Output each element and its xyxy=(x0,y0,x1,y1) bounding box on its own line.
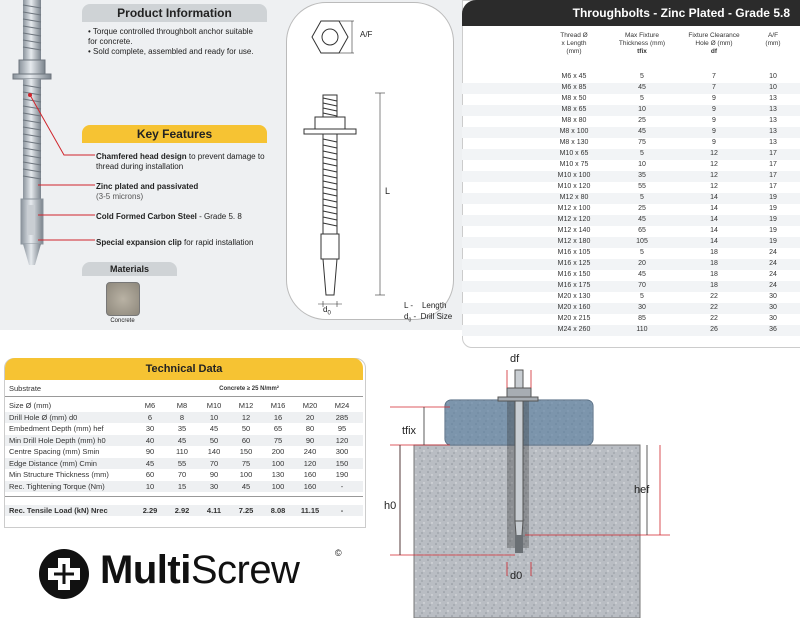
table-cell: 25 xyxy=(638,205,646,212)
table-cell: 13 xyxy=(769,117,777,124)
product-bullet: • Sold complete, assembled and ready for use. xyxy=(88,47,254,56)
table-row xyxy=(462,72,800,83)
table-cell: 19 xyxy=(769,205,777,212)
table-cell: 14 xyxy=(710,227,718,234)
table-cell: M12 x 120 xyxy=(557,216,591,223)
table-row xyxy=(462,215,800,226)
table-cell: 8.08 xyxy=(270,506,286,515)
table-row xyxy=(462,281,800,292)
th-max-fixture: Max Fixture Thickness (mm) tfix xyxy=(618,32,666,55)
table-cell: 70 xyxy=(177,470,187,479)
table-cell: M20 xyxy=(302,401,318,410)
table-cell: 105 xyxy=(636,238,648,245)
table-row xyxy=(462,292,800,303)
table-cell: 85 xyxy=(638,315,646,322)
table-cell: 9 xyxy=(712,106,716,113)
table-cell: 5 xyxy=(640,293,644,300)
table-row xyxy=(462,226,800,237)
table-row xyxy=(462,237,800,248)
row-label: Edge Distance (mm) Cmin xyxy=(9,458,97,468)
table-cell: 5 xyxy=(640,194,644,201)
table-cell: M16 x 150 xyxy=(557,271,591,278)
table-row xyxy=(5,481,363,492)
table-row xyxy=(462,94,800,105)
table-cell: 10 xyxy=(209,412,219,422)
table-row xyxy=(462,325,800,336)
table-cell: 90 xyxy=(145,447,155,456)
table-cell: - xyxy=(340,481,344,491)
table-row xyxy=(462,149,800,160)
table-row xyxy=(5,423,363,434)
hef-label: hef xyxy=(634,484,650,496)
table-cell: 14 xyxy=(710,238,718,245)
table-cell: 140 xyxy=(207,447,221,456)
table-cell: 7 xyxy=(712,73,716,80)
row-label: Min Drill Hole Depth (mm) h0 xyxy=(9,435,106,445)
table-cell: 70 xyxy=(209,458,219,468)
table-cell: 285 xyxy=(335,412,349,422)
table-cell: 240 xyxy=(303,447,317,456)
table-cell: 22 xyxy=(710,293,718,300)
table-cell: M12 x 140 xyxy=(557,227,591,234)
table-cell: 75 xyxy=(273,435,283,445)
table-cell: M6 x 45 xyxy=(561,73,587,80)
table-cell: 2.29 xyxy=(142,506,158,515)
table-cell: M24 xyxy=(334,401,350,410)
table-cell: 22 xyxy=(710,304,718,311)
table-cell: 50 xyxy=(209,435,219,445)
table-cell: 25 xyxy=(638,117,646,124)
table-cell: M8 x 130 xyxy=(559,139,589,146)
table-cell: 9 xyxy=(712,128,716,135)
table-cell: M8 x 65 xyxy=(561,106,587,113)
legend-drill: $d_0$ - Drill Size xyxy=(404,312,453,324)
table-cell: 12 xyxy=(710,183,718,190)
table-cell: 95 xyxy=(337,424,347,433)
table-row xyxy=(462,182,800,193)
table-row xyxy=(462,160,800,171)
table-cell: 55 xyxy=(177,458,187,468)
table-cell: 11.15 xyxy=(300,506,320,515)
td-divider xyxy=(5,396,363,397)
table-cell: M16 x 105 xyxy=(557,249,591,256)
concrete-swatch xyxy=(106,282,140,316)
materials-header: Materials xyxy=(82,262,177,276)
table-cell: 30 xyxy=(769,293,777,300)
table-cell: 19 xyxy=(769,227,777,234)
table-cell: 35 xyxy=(638,172,646,179)
table-row xyxy=(462,138,800,149)
table-cell: 5 xyxy=(640,249,644,256)
table-row xyxy=(462,116,800,127)
table-cell: 17 xyxy=(769,150,777,157)
table-row xyxy=(5,505,363,516)
materials-item-label: Concrete xyxy=(110,318,135,324)
table-cell: M8 x 80 xyxy=(561,117,587,124)
table-row xyxy=(5,412,363,423)
table-cell: M6 xyxy=(144,401,156,410)
table-cell: 20 xyxy=(638,260,646,267)
table-cell: 36 xyxy=(769,326,777,333)
installation-diagram xyxy=(370,350,800,618)
table-cell: 6 xyxy=(147,412,153,422)
table-cell: 55 xyxy=(638,183,646,190)
table-row xyxy=(462,127,800,138)
table-cell: 17 xyxy=(769,161,777,168)
table-cell: 110 xyxy=(176,447,188,456)
table-row xyxy=(5,400,363,411)
table-cell: M10 x 120 xyxy=(557,183,591,190)
table-cell: 75 xyxy=(638,139,646,146)
table-cell: 12 xyxy=(710,150,718,157)
table-cell: 75 xyxy=(241,458,251,468)
table-cell: M20 x 130 xyxy=(557,293,591,300)
table-cell: 90 xyxy=(209,470,219,479)
table-cell: 300 xyxy=(335,447,349,456)
product-info-bullets xyxy=(88,27,263,57)
table-row xyxy=(462,83,800,94)
table-cell: M24 x 260 xyxy=(557,326,591,333)
table-cell: M20 x 215 xyxy=(557,315,591,322)
table-cell: 5 xyxy=(640,150,644,157)
table-cell: 160 xyxy=(303,481,317,491)
table-cell: 120 xyxy=(335,435,349,445)
table-cell: M12 xyxy=(238,401,254,410)
th-af: A/F (mm) xyxy=(765,32,781,47)
table-cell: 100 xyxy=(239,470,253,479)
table-row xyxy=(462,171,800,182)
table-cell: 60 xyxy=(145,470,155,479)
product-bullet: • Torque controlled throughbolt anchor suitable for concrete. xyxy=(88,27,253,46)
table-cell: 150 xyxy=(335,458,349,468)
feature-item: Special expansion clip for rapid installation xyxy=(96,238,254,247)
table-cell: 14 xyxy=(710,194,718,201)
table-cell: M8 xyxy=(176,401,188,410)
drawing-legend xyxy=(404,300,452,327)
table-cell: 150 xyxy=(239,447,253,456)
table-cell: 40 xyxy=(145,435,155,445)
table-cell: 65 xyxy=(638,227,646,234)
table-cell: 8 xyxy=(179,412,185,422)
throughbolts-title: Throughbolts - Zinc Plated - Grade 5.8 xyxy=(462,0,800,26)
drill-dimension-label: $d_0$ xyxy=(323,305,331,317)
table-cell: - xyxy=(340,506,344,515)
multiscrew-logo-icon xyxy=(38,548,90,600)
table-cell: 17 xyxy=(769,183,777,190)
feature-item: Chamfered head design to prevent damage to thread during installation xyxy=(96,152,265,171)
table-cell: 100 xyxy=(271,481,285,491)
table-cell: 60 xyxy=(241,435,251,445)
table-cell: M8 x 100 xyxy=(559,128,589,135)
table-cell: M12 x 80 xyxy=(559,194,589,201)
table-cell: 24 xyxy=(769,249,777,256)
table-cell: 90 xyxy=(305,435,315,445)
table-cell: 2.92 xyxy=(174,506,190,515)
row-label: Size Ø (mm) xyxy=(9,401,52,410)
th-clearance: Fixture Clearance Hole Ø (mm) df xyxy=(688,32,740,55)
table-cell: 18 xyxy=(710,249,718,256)
table-cell: 12 xyxy=(710,172,718,179)
row-label: Embedment Depth (mm) hef xyxy=(9,424,104,433)
table-cell: 22 xyxy=(710,315,718,322)
table-cell: M10 x 75 xyxy=(559,161,589,168)
table-cell: 160 xyxy=(303,470,317,479)
table-cell: 7.25 xyxy=(238,506,254,515)
table-cell: 7 xyxy=(712,84,716,91)
table-row xyxy=(462,204,800,215)
table-cell: 15 xyxy=(177,481,187,491)
table-cell: 130 xyxy=(271,470,285,479)
row-label: Rec. Tightening Torque (Nm) xyxy=(9,481,105,491)
row-label: Centre Spacing (mm) Smin xyxy=(9,447,100,456)
table-cell: 45 xyxy=(638,84,646,91)
table-cell: 45 xyxy=(209,424,219,433)
row-label: Drill Hole Ø (mm) d0 xyxy=(9,412,78,422)
af-dimension-label: A/F xyxy=(360,30,373,39)
th-thread: Thread Ø x Length (mm) xyxy=(560,32,588,55)
table-cell: 13 xyxy=(769,95,777,102)
table-cell: 12 xyxy=(241,412,251,422)
table-row xyxy=(462,303,800,314)
length-dimension-label: L xyxy=(385,186,391,196)
table-cell: 80 xyxy=(305,424,315,433)
table-cell: 45 xyxy=(638,271,646,278)
table-row xyxy=(462,193,800,204)
table-cell: 45 xyxy=(241,481,251,491)
tfix-label: tfix xyxy=(402,425,417,437)
table-cell: 9 xyxy=(712,117,716,124)
substrate-row: Substrate Concrete ≥ 25 N/mm² xyxy=(9,384,279,393)
table-cell: 30 xyxy=(769,304,777,311)
table-cell: M16 x 125 xyxy=(557,260,591,267)
table-cell: 70 xyxy=(638,282,646,289)
table-row xyxy=(462,314,800,325)
table-cell: 19 xyxy=(769,216,777,223)
table-cell: 20 xyxy=(305,412,315,422)
table-cell: 24 xyxy=(769,271,777,278)
product-info-header: Product Information xyxy=(82,4,267,22)
table-cell: M16 xyxy=(270,401,286,410)
table-cell: M12 x 180 xyxy=(557,238,591,245)
table-cell: M10 x 65 xyxy=(559,150,589,157)
row-label: Rec. Tensile Load (kN) Nrec xyxy=(9,506,108,515)
table-cell: 45 xyxy=(177,435,187,445)
table-row xyxy=(462,270,800,281)
table-cell: 30 xyxy=(209,481,219,491)
table-cell: 10 xyxy=(638,161,646,168)
table-row xyxy=(462,248,800,259)
table-cell: 24 xyxy=(769,260,777,267)
table-cell: 26 xyxy=(710,326,718,333)
feature-item: Zinc plated and passivated (3-5 microns) xyxy=(96,182,199,201)
table-cell: 190 xyxy=(335,470,349,479)
table-cell: 13 xyxy=(769,128,777,135)
table-cell: 10 xyxy=(769,73,777,80)
table-cell: M12 x 100 xyxy=(557,205,591,212)
table-row xyxy=(5,446,363,457)
table-cell: 5 xyxy=(640,95,644,102)
table-cell: 18 xyxy=(710,282,718,289)
bolt-technical-drawing xyxy=(290,5,450,315)
d0-label: d0 xyxy=(510,570,523,582)
table-cell: M20 x 160 xyxy=(557,304,591,311)
table-cell: 30 xyxy=(769,315,777,322)
table-cell: 45 xyxy=(145,458,155,468)
logo-registered-mark: © xyxy=(335,548,342,558)
table-cell: 110 xyxy=(636,326,648,333)
td-divider xyxy=(5,496,363,497)
table-cell: 18 xyxy=(710,271,718,278)
table-cell: M10 xyxy=(206,401,222,410)
table-cell: M10 x 100 xyxy=(557,172,591,179)
table-cell: 10 xyxy=(638,106,646,113)
row-label: Min Structure Thickness (mm) xyxy=(9,470,109,479)
multiscrew-logo-text: MultiScrew xyxy=(100,548,300,592)
table-cell: 16 xyxy=(273,412,283,422)
table-cell: M8 x 50 xyxy=(561,95,587,102)
table-cell: 14 xyxy=(710,205,718,212)
legend-length: L - Length xyxy=(404,301,447,310)
table-cell: 17 xyxy=(769,172,777,179)
table-cell: 19 xyxy=(769,238,777,245)
table-cell: 30 xyxy=(638,304,646,311)
table-cell: 24 xyxy=(769,282,777,289)
technical-data-header: Technical Data xyxy=(5,358,363,380)
table-cell: 50 xyxy=(241,424,251,433)
table-row xyxy=(462,105,800,116)
table-cell: 18 xyxy=(710,260,718,267)
table-cell: 10 xyxy=(769,84,777,91)
table-cell: 35 xyxy=(177,424,187,433)
table-row xyxy=(462,259,800,270)
table-cell: 30 xyxy=(145,424,155,433)
table-row xyxy=(5,435,363,446)
table-cell: 9 xyxy=(712,95,716,102)
table-cell: 45 xyxy=(638,216,646,223)
table-cell: 19 xyxy=(769,194,777,201)
table-cell: 100 xyxy=(271,458,285,468)
feature-item: Cold Formed Carbon Steel - Grade 5. 8 xyxy=(96,212,242,221)
table-cell: 120 xyxy=(303,458,317,468)
table-cell: 5 xyxy=(640,73,644,80)
table-row xyxy=(5,469,363,480)
table-cell: 65 xyxy=(273,424,283,433)
table-cell: M6 x 85 xyxy=(561,84,587,91)
table-cell: 200 xyxy=(271,447,285,456)
table-cell: 13 xyxy=(769,106,777,113)
table-row xyxy=(5,458,363,469)
df-label: df xyxy=(510,353,520,365)
table-cell: 4.11 xyxy=(206,506,222,515)
table-cell: M16 x 175 xyxy=(557,282,591,289)
table-cell: 10 xyxy=(145,481,155,491)
table-cell: 13 xyxy=(769,139,777,146)
key-features-header: Key Features xyxy=(82,125,267,143)
h0-label: h0 xyxy=(384,500,397,512)
table-cell: 9 xyxy=(712,139,716,146)
table-cell: 12 xyxy=(710,161,718,168)
table-cell: 14 xyxy=(710,216,718,223)
table-cell: 45 xyxy=(638,128,646,135)
